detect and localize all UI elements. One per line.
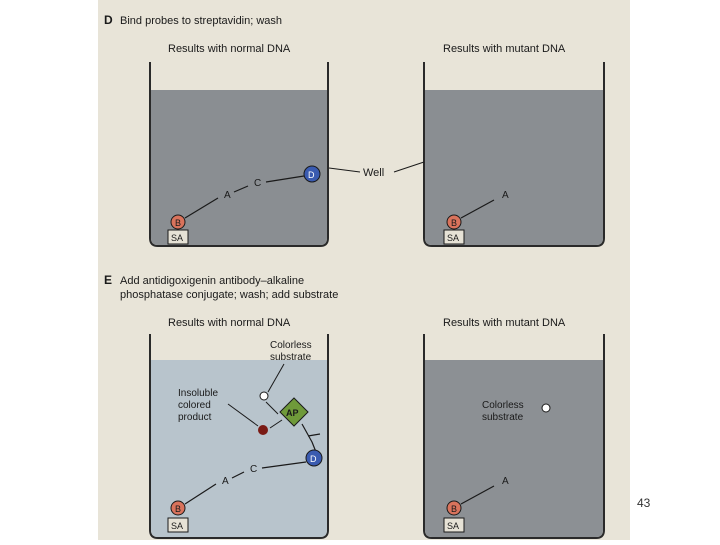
substrate-molecule-icon [260,392,268,400]
biotin-label: B [175,218,182,228]
colorless-substrate-line1: Colorless [270,340,312,351]
section-e-letter: E [104,273,113,287]
section-e-mutant-label: Results with mutant DNA [443,317,566,329]
well-label: Well [363,167,385,179]
streptavidin-label: SA [447,521,460,531]
colorless-substrate-line2: substrate [270,352,312,363]
mutant-substrate-line1: Colorless [482,400,524,411]
figure-panel [98,0,630,540]
section-d-normal-label: Results with normal DNA [168,43,291,55]
insoluble-line3: product [178,412,212,423]
ap-label: AP [286,408,299,418]
figure-svg [98,0,630,540]
biotin-label: B [175,504,182,514]
streptavidin-label: SA [447,233,460,243]
biotin-label: B [451,504,458,514]
section-e-title-line2: phosphatase conjugate; wash; add substrate [120,289,339,301]
streptavidin-label: SA [171,521,184,531]
section-d-title: Bind probes to streptavidin; wash [120,15,283,27]
colored-product-icon [258,425,268,435]
base-a-label: A [502,476,509,487]
base-c-label: C [250,464,258,475]
section-d-letter: D [104,13,113,27]
base-a-label: A [224,190,231,201]
biotin-label: B [451,218,458,228]
base-a-label: A [502,190,509,201]
substrate-molecule-icon [542,404,550,412]
base-a-label: A [222,476,229,487]
digoxigenin-label: D [308,170,315,180]
insoluble-line1: Insoluble [178,388,219,399]
base-c-label: C [254,178,262,189]
section-d-mutant-label: Results with mutant DNA [443,43,566,55]
section-e-title-line1: Add antidigoxigenin antibody–alkaline [120,275,305,287]
section-e-normal-label: Results with normal DNA [168,317,291,329]
streptavidin-label: SA [171,233,184,243]
insoluble-line2: colored [178,400,211,411]
slide-number: 43 [637,496,651,510]
mutant-substrate-line2: substrate [482,412,524,423]
digoxigenin-label: D [310,454,317,464]
